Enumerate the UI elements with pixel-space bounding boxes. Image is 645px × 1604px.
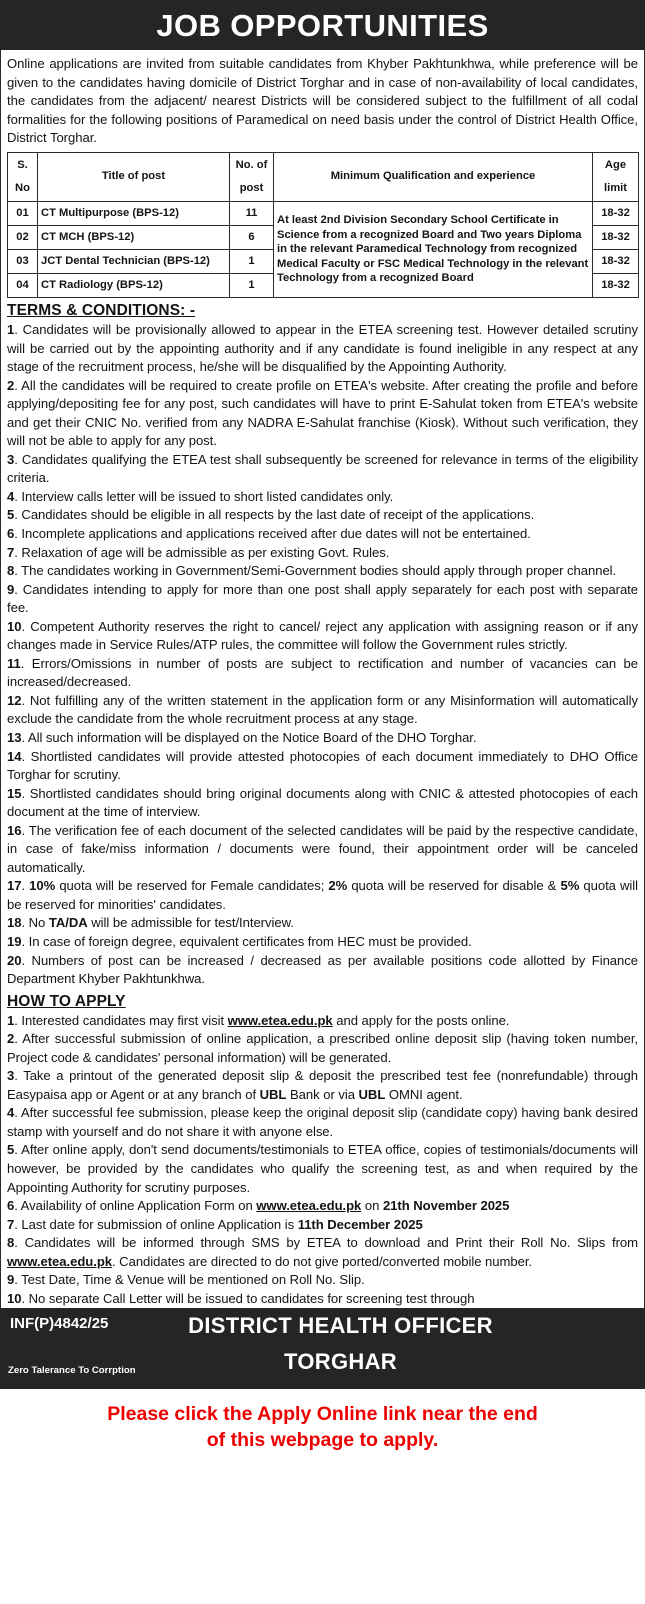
apply-item-4: 4. After successful fee submission, please keep the original deposit slip (candidate copy) having bank desired stamp with yourself and do not share it with anyone else.	[7, 1105, 638, 1139]
apply-item-3: 3. Take a printout of the generated deposit slip & deposit the prescribed test fee (nonrefundable) through Easypaisa app or Agent or at any branch of UBL Bank or via UBL OMNI agent.	[7, 1068, 638, 1102]
term-item-11: 11. Errors/Omissions in number of posts are subject to rectification and number of vacancies can be increased/decreased.	[7, 655, 638, 690]
apply-online-notice-line1: Please click the Apply Online link near the end	[107, 1403, 538, 1426]
cell-nop: 6	[230, 225, 274, 249]
apply-item-7: 7. Last date for submission of online Application is 11th December 2025	[7, 1216, 423, 1232]
terms-heading: TERMS & CONDITIONS: -	[7, 301, 196, 319]
header-band	[0, 0, 645, 50]
apply-item-1: 1. Interested candidates may first visit www.etea.edu.pk and apply for the posts online.	[7, 1012, 510, 1028]
cell-sno: 01	[8, 201, 38, 225]
table-header-row	[8, 152, 639, 201]
cell-nop: 1	[230, 249, 274, 273]
column-header-qualification: Minimum Qualification and experience	[274, 152, 593, 201]
cell-age: 18-32	[593, 201, 639, 225]
column-header-age: Age limit	[593, 152, 639, 201]
how-to-apply-heading: HOW TO APPLY	[7, 992, 126, 1010]
term-item-14: 14. Shortlisted candidates will provide attested photocopies of each document immediately to DHO Office Torghar for scrutiny.	[7, 748, 638, 783]
term-item-12: 12. Not fulfilling any of the written statement in the application form or any Misinformation will automatically exclude the candidate from the whole recruitment process at any stage.	[7, 692, 638, 727]
issuing-authority-line2: TORGHAR	[284, 1349, 397, 1375]
apply-item-9: 9. Test Date, Time & Venue will be mentioned on Roll No. Slip.	[7, 1272, 365, 1288]
cell-nop: 11	[230, 201, 274, 225]
cell-nop: 1	[230, 273, 274, 297]
footer-band	[0, 1308, 645, 1389]
term-item-10: 10. Competent Authority reserves the right to cancel/ reject any application with assigning reason or if any changes made in Service Rules/ATP rules, the committee will follow the Government rules strictly.	[7, 618, 638, 653]
term-item-1: 1. Candidates will be provisionally allowed to appear in the ETEA screening test. However detailed scrutiny will be carried out by the appointing authority and if any candidate is found ineligible in any respect at any stage of the recruitment process, he/she will be disqualified by the Appointing Authority.	[7, 321, 638, 375]
term-item-5: 5. Candidates should be eligible in all respects by the last date of receipt of the applications.	[7, 507, 535, 523]
table-row	[8, 201, 639, 225]
cell-title: CT MCH (BPS-12)	[38, 225, 230, 249]
term-item-15: 15. Shortlisted candidates should bring original documents along with CNIC & attested photocopies of each document at the time of interview.	[7, 785, 638, 820]
cell-age: 18-32	[593, 249, 639, 273]
intro-paragraph: Online applications are invited from suitable candidates from Khyber Pakhtunkhwa, while preference will be given to the candidates having domicile of District Torghar and in case of non-availability of local candidates, the candidates from the adjacent/ nearest Districts will be considered subject to the fulfillment of all codal formalities for the following positions of Paramedical on need basis under the control of District Health Office, District Torghar.	[7, 56, 638, 146]
apply-online-notice	[0, 1389, 645, 1453]
apply-online-notice-line2: of this webpage to apply.	[206, 1429, 439, 1452]
cell-title: CT Multipurpose (BPS-12)	[38, 201, 230, 225]
zero-tolerance-slogan: Zero Talerance To Corrption	[8, 1365, 136, 1377]
term-item-3: 3. Candidates qualifying the ETEA test shall subsequently be screened for relevance in terms of the eligibility criteria.	[7, 451, 638, 486]
term-item-2: 2. All the candidates will be required to create profile on ETEA's website. After creating the profile and before applying/depositing fee for any post, such candidates will have to print E-Sahulat token from ETEA's website and get their CNIC No. verified from any NADRA E-Sahulat franchise (Kiosk). Without such verification, they will not be able to apply for any post.	[7, 377, 638, 449]
term-item-6: 6. Incomplete applications and applications received after due dates will not be entertained.	[7, 525, 531, 541]
term-item-19: 19. In case of foreign degree, equivalent certificates from HEC must be provided.	[7, 934, 472, 950]
term-item-16: 16. The verification fee of each document of the selected candidates will be paid by the respective candidate, in case of fake/miss information / documents were found, their appointment order will be canceled automatically.	[7, 822, 638, 875]
cell-age: 18-32	[593, 273, 639, 297]
column-header-nop: No. of post	[230, 152, 274, 201]
cell-sno: 03	[8, 249, 38, 273]
term-item-8: 8. The candidates working in Government/Semi-Government bodies should apply through proper channel.	[7, 563, 617, 579]
posts-table	[7, 152, 639, 298]
cell-title: JCT Dental Technician (BPS-12)	[38, 249, 230, 273]
term-item-17: 17. 10% quota will be reserved for Female candidates; 2% quota will be reserved for disable & 5% quota will be reserved for minorities' candidates.	[7, 878, 638, 912]
term-item-7: 7. Relaxation of age will be admissible as per existing Govt. Rules.	[7, 544, 390, 560]
column-header-sno: S. No	[8, 152, 38, 201]
cell-age: 18-32	[593, 225, 639, 249]
inf-code: INF(P)4842/25	[10, 1315, 109, 1333]
term-item-13: 13. All such information will be displayed on the Notice Board of the DHO Torghar.	[7, 730, 477, 745]
cell-qualification: At least 2nd Division Secondary School Certificate in Science from a recognized Board and Two years Diploma in the relevant Paramedical Technology from recognized Medical Faculty or FSC Medical Technology in the relevant Technology from a recognized Board	[274, 201, 593, 297]
term-item-4: 4. Interview calls letter will be issued to short listed candidates only.	[7, 488, 394, 504]
apply-item-8: 8. Candidates will be informed through SMS by ETEA to download and Print their Roll No. Slips from www.etea.edu.pk. Candidates are directed to do not give ported/converted mobile number.	[7, 1235, 638, 1269]
term-item-18: 18. No TA/DA will be admissible for test/Interview.	[7, 915, 294, 931]
cell-sno: 02	[8, 225, 38, 249]
apply-item-10: 10. No separate Call Letter will be issued to candidates for screening test through	[7, 1290, 475, 1306]
apply-item-5: 5. After online apply, don't send documents/testimonials to ETEA office, copies of testimonials/documents will however, be provided by the candidates who qualify the screening test, as and when required by the Appointing Authority for scrutiny purposes.	[7, 1142, 638, 1195]
apply-item-6: 6. Availability of online Application Form on www.etea.edu.pk on 21th November 2025	[7, 1198, 510, 1214]
cell-sno: 04	[8, 273, 38, 297]
column-header-title: Title of post	[38, 152, 230, 201]
page-title: JOB OPPORTUNITIES	[156, 7, 489, 43]
term-item-9: 9. Candidates intending to apply for more than one post shall apply separately for each post with separate fee.	[7, 581, 638, 616]
advert-body	[0, 50, 645, 1308]
cell-title: CT Radiology (BPS-12)	[38, 273, 230, 297]
apply-item-2: 2. After successful submission of online application, a prescribed online deposit slip (having token number, Project code & candidates' personal information) will be generated.	[7, 1031, 638, 1065]
issuing-authority-line1: DISTRICT HEALTH OFFICER	[188, 1313, 493, 1339]
term-item-20: 20. Numbers of post can be increased / decreased as per available positions code allotted by Finance Department Khyber Pakhtunkhwa.	[7, 952, 638, 987]
